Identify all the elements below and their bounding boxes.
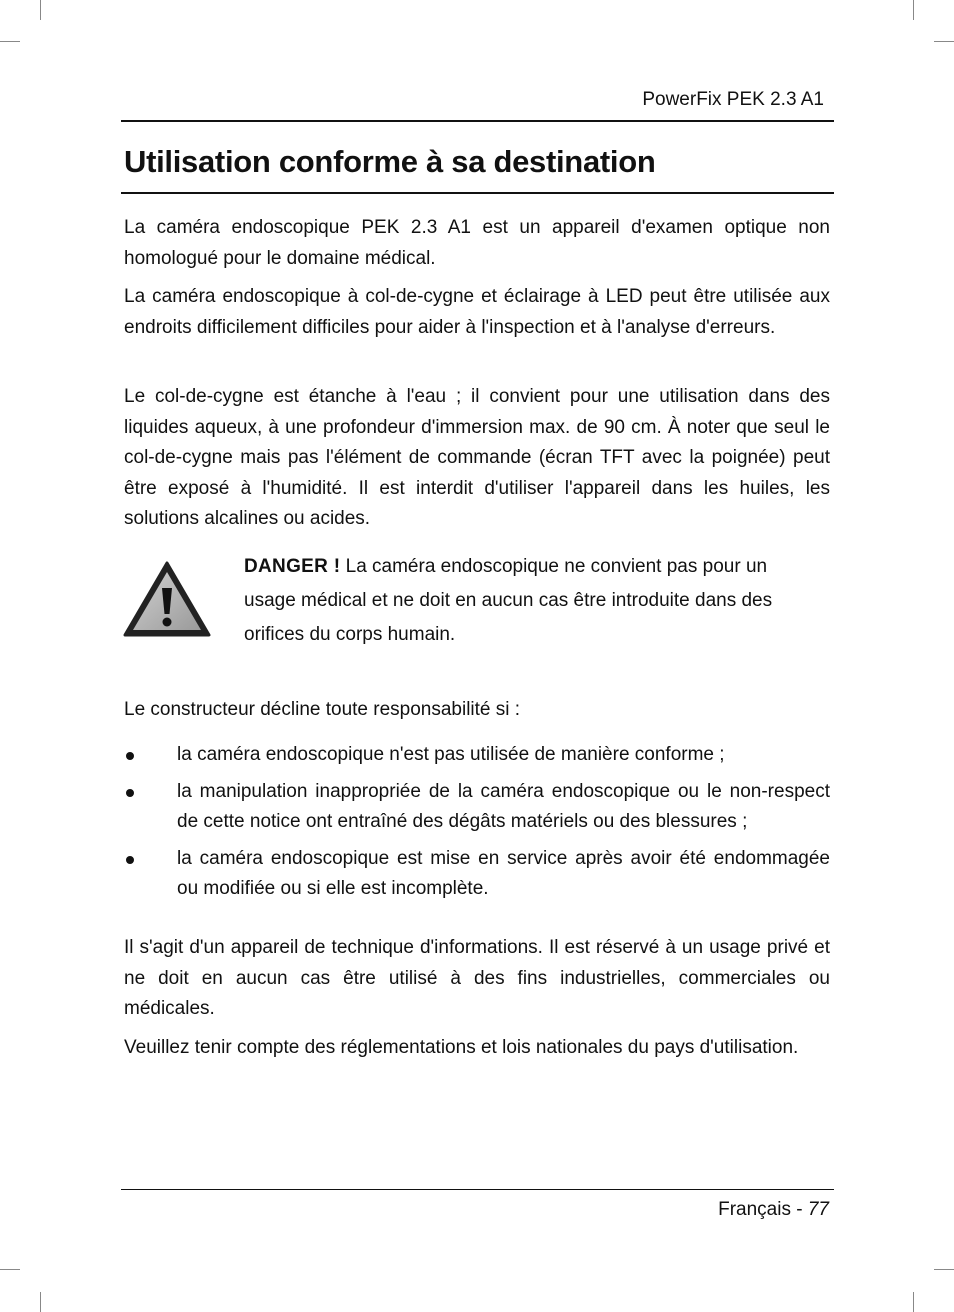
danger-label: DANGER ! [244,556,341,577]
footer-rule [121,1189,834,1190]
crop-mark [40,1292,41,1312]
crop-mark [913,1292,914,1312]
bullet-icon [126,789,134,797]
crop-mark [40,0,41,20]
crop-mark [913,0,914,20]
paragraph: Il s'agit d'un appareil de technique d'informations. Il est réservé à un usage privé et ne doit en aucun cas être utilisé à des fins industrielles, commerciales ou médicales. [124,937,830,1019]
danger-notice [244,550,824,652]
footer-language: Français - [718,1199,803,1220]
list-item: la caméra endoscopique n'est pas utilisée de manière conforme ; [124,740,830,771]
danger-text: La caméra endoscopique ne convient pas pour un usage médical et ne doit en aucun cas être introduite dans des orifices du corps humain. [244,556,773,645]
liability-intro: Le constructeur décline toute responsabilité si : [124,699,521,720]
crop-mark [0,1269,20,1270]
paragraph: Le col-de-cygne est étanche à l'eau ; il convient pour une utilisation dans des liquides aqueux, à une profondeur d'immersion max. de 90 cm. À noter que seul le col-de-cygne mais pas l'élément de commande (écran TFT avec la poignée) peut être exposé à l'humidité. Il est interdit d'utiliser l'appareil dans les huiles, les solutions alcalines ou acides. [124,386,830,529]
header-rule [121,120,834,122]
running-header: PowerFix PEK 2.3 A1 [642,89,824,110]
crop-mark [0,41,20,42]
title-rule [121,192,834,194]
liability-list [124,740,830,905]
page-number: 77 [807,1199,829,1220]
page-title: Utilisation conforme à sa destination [124,144,656,179]
crop-mark [934,41,954,42]
crop-mark [934,1269,954,1270]
list-item: la manipulation inappropriée de la caméra endoscopique ou le non-respect de cette notice ont entraîné des dégâts matériels ou des blessures ; [124,777,830,838]
paragraph: La caméra endoscopique PEK 2.3 A1 est un appareil d'examen optique non homologué pour le domaine médical. [124,217,830,269]
bullet-icon [126,856,134,864]
bullet-icon [126,752,134,760]
paragraph: La caméra endoscopique à col-de-cygne et éclairage à LED peut être utilisée aux endroits difficilement difficiles pour aider à l'inspection et à l'analyse d'erreurs. [124,286,830,338]
paragraph: Veuillez tenir compte des réglementations et lois nationales du pays d'utilisation. [124,1037,799,1058]
page-footer [718,1199,829,1221]
warning-triangle-icon [122,560,212,638]
list-item: la caméra endoscopique est mise en service après avoir été endommagée ou modifiée ou si elle est incomplète. [124,844,830,905]
